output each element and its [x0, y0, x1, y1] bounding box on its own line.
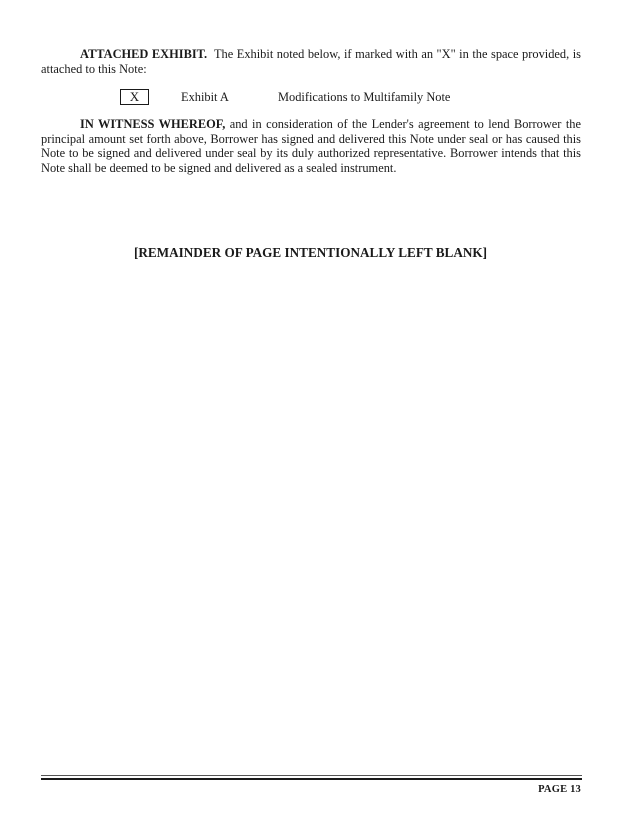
exhibit-a-name: Exhibit A — [181, 90, 229, 104]
witness-heading: IN WITNESS WHEREOF, — [80, 117, 226, 131]
witness-text: and in consideration of the Lender's agreement to lend Borrower the principal amount set forth above, Borrower has signed and delivered this Note under seal or has caused this Note to be signed and delivered under seal by its duly authorized representative. Borrower intends that this Note shall be deemed to be signed and delivered as a sealed instrument. — [41, 117, 581, 175]
page-number: PAGE 13 — [538, 784, 581, 795]
attached-exhibit-heading: ATTACHED EXHIBIT. — [80, 47, 208, 61]
footer-divider-thick — [41, 778, 582, 780]
witness-paragraph — [41, 117, 581, 175]
attached-exhibit-text: The Exhibit noted below, if marked with an "X" in the space provided, is attached to this Note: — [41, 47, 581, 76]
footer-divider-thin — [41, 775, 582, 776]
remainder-blank-notice: [REMAINDER OF PAGE INTENTIONALLY LEFT BLANK] — [133, 245, 488, 260]
attached-exhibit-paragraph — [41, 47, 581, 76]
exhibit-a-description: Modifications to Multifamily Note — [278, 90, 451, 104]
exhibit-a-checkbox: X — [120, 89, 149, 105]
